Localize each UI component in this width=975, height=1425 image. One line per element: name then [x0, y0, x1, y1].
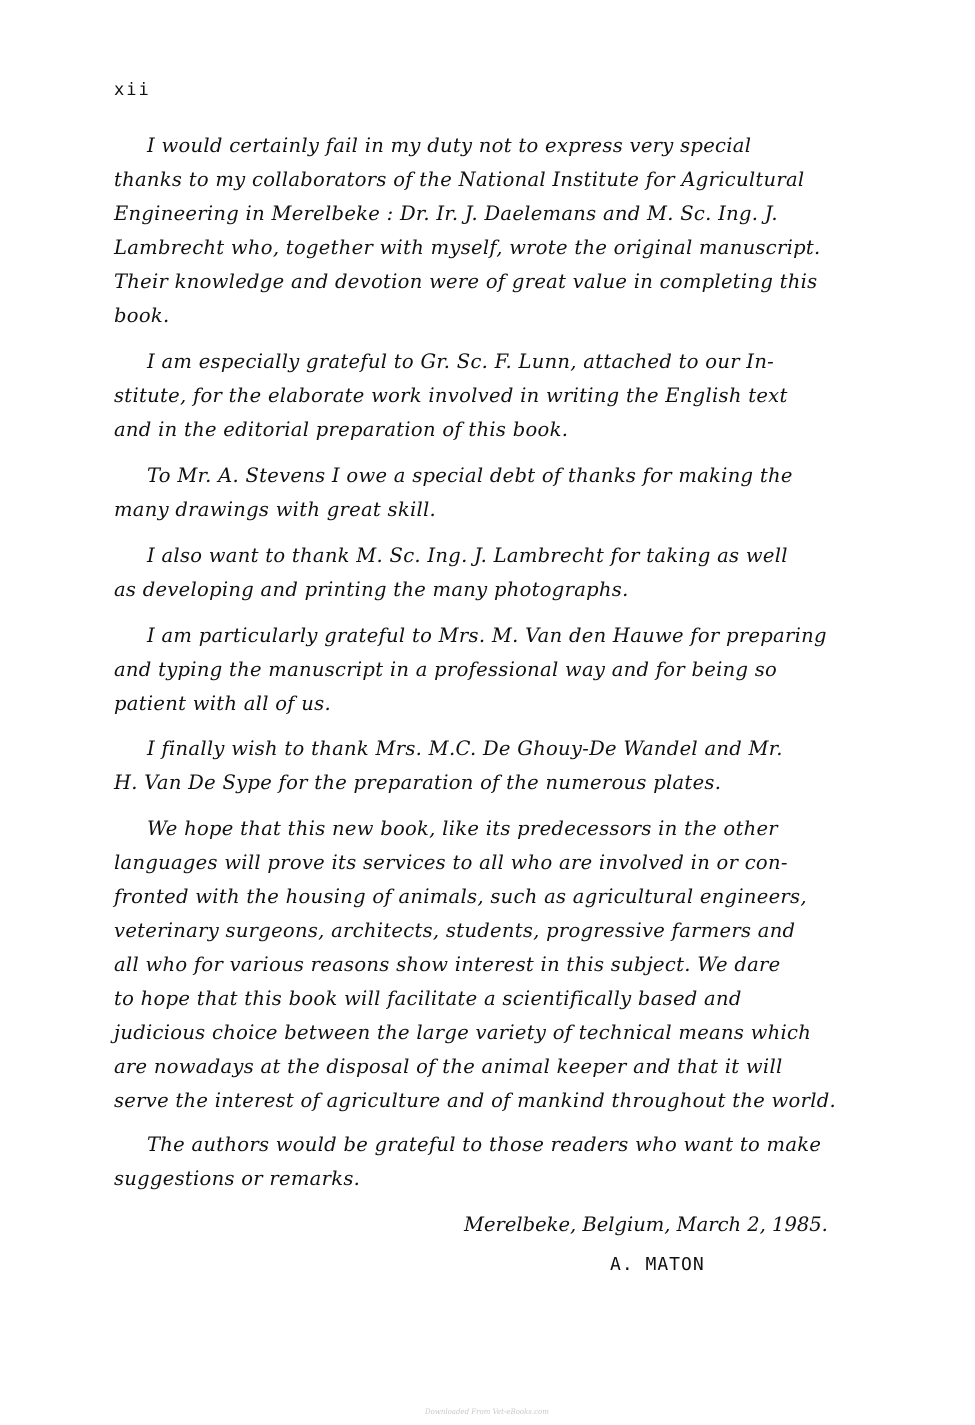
text-line: to hope that this book will facilitate a scientifically based and [114, 987, 742, 1010]
place-date: Merelbeke, Belgium, March 2, 1985. [464, 1213, 828, 1236]
page-number: xii [114, 80, 151, 100]
text-line: Their knowledge and devotion were of great value in completing this [114, 270, 818, 293]
text-line: Engineering in Merelbeke : Dr. Ir. J. Daelemans and M. Sc. Ing. J. [114, 202, 778, 225]
text-line: Lambrecht who, together with myself, wrote the original manuscript. [114, 236, 821, 259]
text-line: The authors would be grateful to those readers who want to make [147, 1133, 822, 1156]
text-line: I am particularly grateful to Mrs. M. Van den Hauwe for preparing [147, 624, 827, 647]
text-line: H. Van De Sype for the preparation of the numerous plates. [114, 771, 722, 794]
text-line: veterinary surgeons, architects, students, progressive farmers and [114, 919, 796, 942]
author-signature: A. MATON [610, 1254, 705, 1275]
paragraph-thanks-lunn [114, 345, 914, 447]
paragraph-suggestions [114, 1128, 914, 1196]
paragraph-hope [114, 812, 914, 1118]
text-line: stitute, for the elaborate work involved in writing the English text [114, 384, 788, 407]
text-line: many drawings with great skill. [114, 498, 437, 521]
text-line: languages will prove its services to all who are involved in or con- [114, 851, 788, 874]
text-line: I also want to thank M. Sc. Ing. J. Lambrecht for taking as well [147, 544, 788, 567]
text-line: I would certainly fail in my duty not to express very special [147, 134, 752, 157]
text-line: To Mr. A. Stevens I owe a special debt of thanks for making the [147, 464, 793, 487]
text-line: I am especially grateful to Gr. Sc. F. Lunn, attached to our In- [147, 350, 775, 373]
text-line: thanks to my collaborators of the National Institute for Agricultural [114, 168, 805, 191]
text-line: suggestions or remarks. [114, 1167, 361, 1190]
text-line: patient with all of us. [114, 692, 331, 715]
text-line: book. [114, 304, 170, 327]
text-line: judicious choice between the large variety of technical means which [114, 1021, 812, 1044]
text-line: and in the editorial preparation of this book. [114, 418, 569, 441]
text-line: all who for various reasons show interest in this subject. We dare [114, 953, 781, 976]
text-line: I finally wish to thank Mrs. M.C. De Ghouy-De Wandel and Mr. [147, 737, 783, 760]
text-line: are nowadays at the disposal of the animal keeper and that it will [114, 1055, 783, 1078]
text-line: fronted with the housing of animals, such as agricultural engineers, [114, 885, 807, 908]
paragraph-thanks-van-den-hauwe [114, 619, 914, 721]
paragraph-thanks-lambrecht [114, 539, 914, 607]
watermark: Downloaded From Vet-eBooks.com [425, 1408, 549, 1416]
text-line: serve the interest of agriculture and of mankind throughout the world. [114, 1089, 837, 1112]
text-line: as developing and printing the many photographs. [114, 578, 629, 601]
paragraph-thanks-collaborators [114, 129, 914, 333]
text-line: We hope that this new book, like its predecessors in the other [147, 817, 778, 840]
text-line: and typing the manuscript in a professional way and for being so [114, 658, 778, 681]
paragraph-thanks-stevens [114, 459, 914, 527]
paragraph-thanks-plates [114, 732, 914, 800]
